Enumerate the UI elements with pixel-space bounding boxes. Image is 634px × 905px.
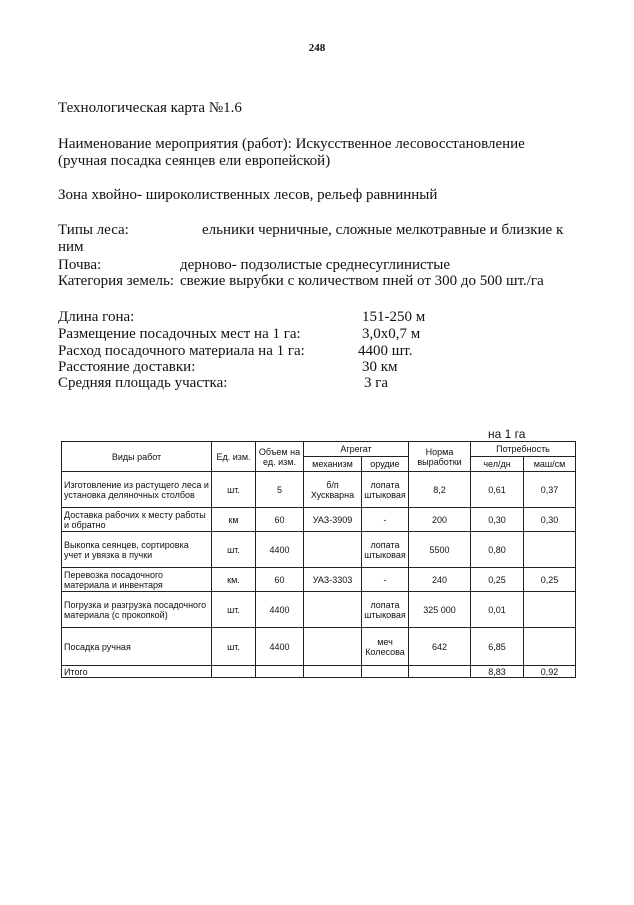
param-value: 3 га: [364, 375, 389, 391]
total-row: [62, 666, 576, 678]
param-value: 3,0х0,7 м: [362, 326, 421, 342]
param-label: Расход посадочного материала на 1 га:: [58, 343, 305, 359]
table-row: [62, 592, 576, 628]
param-value: 30 км: [362, 359, 398, 375]
soil-value: дерново- подзолистые среднесуглинистые: [180, 257, 450, 273]
cell-work: Посадка ручная: [62, 628, 212, 666]
cell-machine-shifts: 0,30: [524, 508, 576, 532]
header-need: Потребность: [471, 442, 576, 457]
cell-volume: 5: [256, 472, 304, 508]
activity-line-2: (ручная посадка сеянцев ели европейской): [58, 153, 331, 169]
cell-man-days: 0,01: [471, 592, 524, 628]
cell-norm: 240: [409, 568, 471, 592]
cell-man-days: 6,85: [471, 628, 524, 666]
param-value: 4400 шт.: [358, 343, 413, 359]
soil-label: Почва:: [58, 257, 102, 273]
cell-man-days: 0,61: [471, 472, 524, 508]
param-label: Средняя площадь участка:: [58, 375, 228, 391]
cell-unit: шт.: [212, 472, 256, 508]
cell-work: Доставка рабочих к месту работы и обратно: [62, 508, 212, 532]
header-machine-shifts: маш/см: [524, 457, 576, 472]
header-tool: орудие: [362, 457, 409, 472]
cell-machine-shifts: 0,25: [524, 568, 576, 592]
cell-machine-shifts: [524, 592, 576, 628]
cell-machine-shifts: 0,37: [524, 472, 576, 508]
cell-tool: лопата штыковая: [362, 532, 409, 568]
cell-tool: лопата штыковая: [362, 592, 409, 628]
total-label: Итого: [62, 666, 212, 678]
param-label: Длина гона:: [58, 309, 135, 325]
param-label: Размещение посадочных мест на 1 га:: [58, 326, 301, 342]
header-work: Виды работ: [62, 442, 212, 472]
cell-tool: -: [362, 568, 409, 592]
table-row: [62, 472, 576, 508]
card-title: Технологическая карта №1.6: [58, 100, 242, 116]
table-row: [62, 508, 576, 532]
cell-volume: 4400: [256, 592, 304, 628]
total-man-days: 8,83: [471, 666, 524, 678]
cell-work: Выкопка сеянцев, сортировка учет и увязка в пучки: [62, 532, 212, 568]
land-category-label: Категория земель:: [58, 273, 174, 289]
works-table: [61, 441, 576, 678]
cell-mechanism: [304, 628, 362, 666]
land-category-value: свежие вырубки с количеством пней от 300 до 500 шт./га: [180, 273, 544, 289]
forest-types-label: Типы леса:: [58, 222, 129, 238]
table-row: [62, 628, 576, 666]
cell-machine-shifts: [524, 532, 576, 568]
cell-man-days: 0,30: [471, 508, 524, 532]
header-row: [62, 442, 576, 457]
cell-volume: 60: [256, 508, 304, 532]
cell-mechanism: УАЗ-3909: [304, 508, 362, 532]
page-number: 248: [308, 42, 326, 54]
activity-line-1: Наименование мероприятия (работ): Искусственное лесовосстановление: [58, 136, 525, 152]
cell-volume: 4400: [256, 532, 304, 568]
header-mechanism: механизм: [304, 457, 362, 472]
table-row: [62, 568, 576, 592]
cell-norm: 642: [409, 628, 471, 666]
cell-unit: км.: [212, 568, 256, 592]
header-unit: Ед. изм.: [212, 442, 256, 472]
unit-note: на 1 га: [488, 427, 526, 441]
cell-unit: км: [212, 508, 256, 532]
header-aggregate: Агрегат: [304, 442, 409, 457]
zone-text: Зона хвойно- широколиственных лесов, рельеф равнинный: [58, 187, 438, 203]
cell-mechanism: [304, 532, 362, 568]
cell-tool: -: [362, 508, 409, 532]
cell-work: Перевозка посадочного материала и инвентаря: [62, 568, 212, 592]
cell-volume: 4400: [256, 628, 304, 666]
cell-man-days: 0,80: [471, 532, 524, 568]
cell-work: Погрузка и разгрузка посадочного материала (с прокопкой): [62, 592, 212, 628]
cell-norm: 5500: [409, 532, 471, 568]
cell-tool: лопата штыковая: [362, 472, 409, 508]
cell-norm: 8,2: [409, 472, 471, 508]
forest-types-continuation: ним: [58, 239, 84, 255]
cell-norm: 325 000: [409, 592, 471, 628]
cell-machine-shifts: [524, 628, 576, 666]
header-man-days: чел/дн: [471, 457, 524, 472]
forest-types-value: ельники черничные, сложные мелкотравные и близкие к: [202, 222, 564, 238]
cell-unit: шт.: [212, 628, 256, 666]
param-label: Расстояние доставки:: [58, 359, 196, 375]
table-row: [62, 532, 576, 568]
total-machine-shifts: 0,92: [524, 666, 576, 678]
cell-man-days: 0,25: [471, 568, 524, 592]
cell-work: Изготовление из растущего леса и установка деляночных столбов: [62, 472, 212, 508]
cell-mechanism: [304, 592, 362, 628]
header-norm: Норма выработки: [409, 442, 471, 472]
cell-norm: 200: [409, 508, 471, 532]
cell-unit: шт.: [212, 592, 256, 628]
cell-tool: меч Колесова: [362, 628, 409, 666]
param-value: 151-250 м: [362, 309, 426, 325]
cell-unit: шт.: [212, 532, 256, 568]
cell-mechanism: б/п Хускварна: [304, 472, 362, 508]
cell-volume: 60: [256, 568, 304, 592]
header-volume: Объем на ед. изм.: [256, 442, 304, 472]
cell-mechanism: УАЗ-3303: [304, 568, 362, 592]
